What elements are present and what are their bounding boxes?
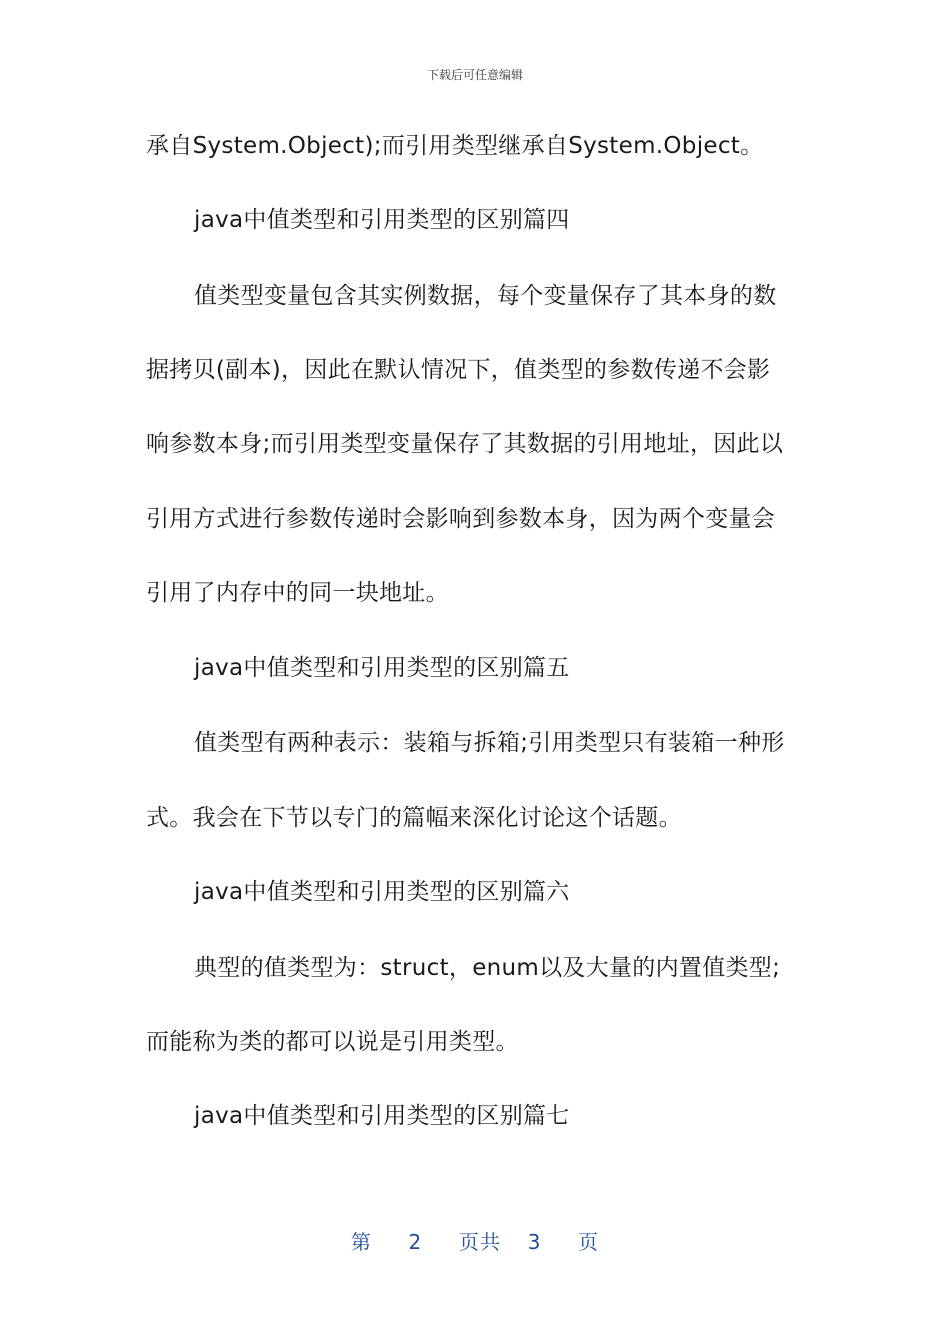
text-line: 引用方式进行参数传递时会影响到参数本身，因为两个变量会 <box>146 506 776 532</box>
section-heading: java中值类型和引用类型的区别篇四 <box>194 207 570 233</box>
section-heading: java中值类型和引用类型的区别篇六 <box>194 879 570 905</box>
section-heading: java中值类型和引用类型的区别篇五 <box>194 655 570 681</box>
footer-prefix: 第 <box>350 1230 372 1254</box>
text-line: 响参数本身;而引用类型变量保存了其数据的引用地址，因此以 <box>146 431 784 457</box>
footer-suffix: 页 <box>578 1230 600 1254</box>
text-line: 而能称为类的都可以说是引用类型。 <box>146 1029 519 1055</box>
current-page-number: 2 <box>408 1230 423 1254</box>
text-line: 值类型变量包含其实例数据，每个变量保存了其本身的数 <box>194 283 777 309</box>
footer-middle: 页共 <box>459 1230 501 1254</box>
text-line: 据拷贝(副本)，因此在默认情况下，值类型的参数传递不会影 <box>146 357 771 383</box>
section-heading: java中值类型和引用类型的区别篇七 <box>194 1103 570 1129</box>
page-header: 下载后可任意编辑 <box>426 68 523 82</box>
text-line: 典型的值类型为：struct，enum以及大量的内置值类型; <box>194 955 781 981</box>
text-line: 值类型有两种表示：装箱与拆箱;引用类型只有装箱一种形 <box>194 730 785 756</box>
text-line: 式。我会在下节以专门的篇幅来深化讨论这个话题。 <box>146 805 682 831</box>
text-line: 承自System.Object);而引用类型继承自System.Object。 <box>146 133 764 159</box>
page-footer <box>0 1226 950 1255</box>
total-pages-number: 3 <box>527 1230 542 1254</box>
text-line: 引用了内存中的同一块地址。 <box>146 580 449 606</box>
